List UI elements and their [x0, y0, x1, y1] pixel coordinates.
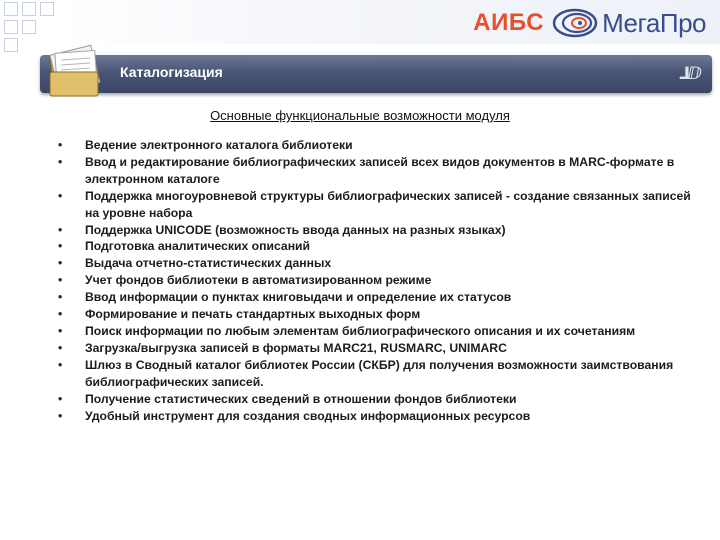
list-item: • Поиск информации по любым элементам библиографического описания и их сочетаниям — [58, 323, 698, 340]
list-item: • Получение статистических сведений в отношении фондов библиотеки — [58, 391, 698, 408]
feature-list — [58, 137, 698, 424]
list-item: • Поддержка многоуровневой структуры библиографических записей - создание связанных записей на уровне набора — [58, 188, 698, 222]
files-folder-icon — [44, 44, 106, 102]
list-item: • Поддержка UNICODE (возможность ввода данных на разных языках) — [58, 222, 698, 239]
list-item: • Ведение электронного каталога библиотеки — [58, 137, 698, 154]
list-item: • Ввод и редактирование библиографических записей всех видов документов в MARC-формате в электронном каталоге — [58, 154, 698, 188]
list-item: • Загрузка/выгрузка записей в форматы MARC21, RUSMARC, UNIMARC — [58, 340, 698, 357]
list-item: • Шлюз в Сводный каталог библиотек России (СКБР) для получения возможности заимствования библиографических записей. — [58, 357, 698, 391]
module-title: Каталогизация — [120, 64, 223, 80]
megapro-swirl-icon — [552, 7, 598, 39]
section-subtitle — [0, 108, 720, 123]
brand-product-name: АИБС — [473, 9, 545, 36]
module-bar-mark-icon: ⅃ⅅ — [679, 64, 700, 83]
brand-header — [473, 6, 706, 40]
list-item: • Ввод информации о пунктах книговыдачи и определение их статусов — [58, 289, 698, 306]
module-header-bar — [40, 55, 712, 93]
section-subtitle-text: Основные функциональные возможности модуля — [210, 108, 510, 123]
brand-company-name: МегаПро — [602, 7, 706, 38]
list-item: • Удобный инструмент для создания сводных информационных ресурсов — [58, 408, 698, 425]
list-item: • Подготовка аналитических описаний — [58, 238, 698, 255]
list-item: • Учет фондов библиотеки в автоматизированном режиме — [58, 272, 698, 289]
list-item: • Формирование и печать стандартных выходных форм — [58, 306, 698, 323]
list-item: • Выдача отчетно-статистических данных — [58, 255, 698, 272]
